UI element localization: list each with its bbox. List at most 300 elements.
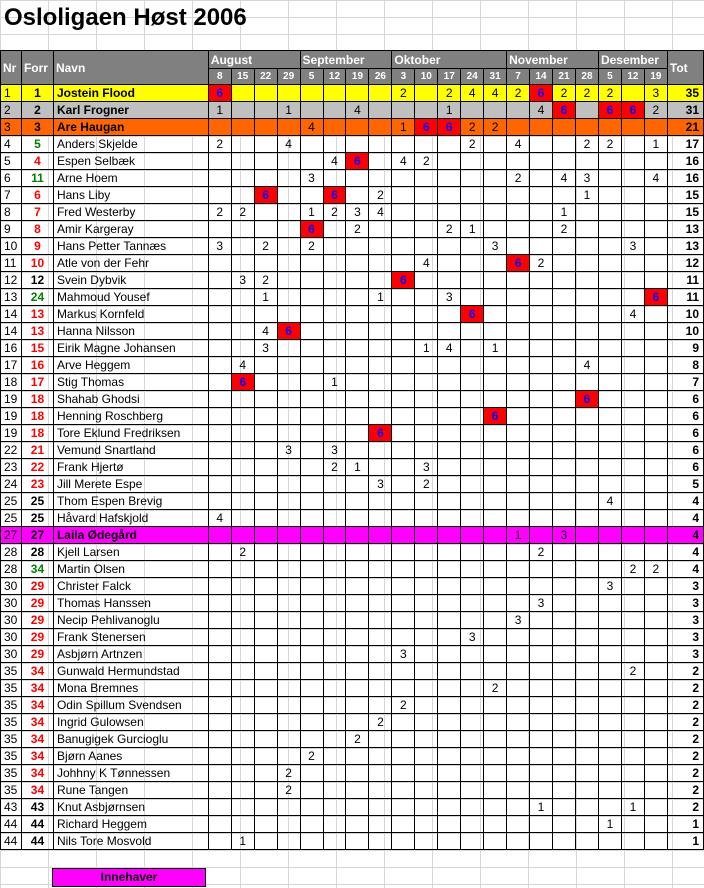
points-cell (507, 595, 530, 612)
points-cell: 6 (621, 102, 644, 119)
points-cell (277, 391, 300, 408)
previous-rank-cell: 29 (21, 612, 53, 629)
points-cell (346, 595, 369, 612)
points-cell (461, 340, 484, 357)
points-cell (415, 833, 438, 850)
points-cell (277, 697, 300, 714)
points-cell (575, 272, 598, 289)
points-cell (644, 765, 667, 782)
points-cell (300, 136, 323, 153)
points-cell (507, 102, 530, 119)
table-row (1, 629, 704, 646)
points-cell (553, 544, 576, 561)
previous-rank-cell: 34 (21, 680, 53, 697)
points-cell (621, 272, 644, 289)
points-cell: 6 (392, 272, 415, 289)
points-cell (507, 391, 530, 408)
player-name-cell: Kjell Larsen (53, 544, 208, 561)
points-cell (346, 374, 369, 391)
points-cell: 2 (208, 136, 231, 153)
points-cell (530, 663, 553, 680)
points-cell (415, 391, 438, 408)
points-cell (530, 510, 553, 527)
points-cell (507, 646, 530, 663)
points-cell (369, 731, 392, 748)
points-cell (277, 238, 300, 255)
points-cell (300, 374, 323, 391)
points-cell (553, 816, 576, 833)
table-row (1, 204, 704, 221)
previous-rank-cell: 4 (21, 153, 53, 170)
points-cell (575, 680, 598, 697)
previous-rank-cell: 5 (21, 136, 53, 153)
points-cell (644, 391, 667, 408)
points-cell: 4 (300, 119, 323, 136)
points-cell (553, 612, 576, 629)
points-cell (392, 527, 415, 544)
previous-rank-cell: 18 (21, 408, 53, 425)
points-cell (392, 374, 415, 391)
header-date: 26 (369, 69, 392, 85)
points-cell (300, 629, 323, 646)
points-cell (392, 442, 415, 459)
total-cell: 6 (667, 391, 703, 408)
points-cell (553, 323, 576, 340)
points-cell (644, 748, 667, 765)
points-cell (438, 391, 461, 408)
points-cell (323, 221, 346, 238)
points-cell (277, 714, 300, 731)
points-cell (644, 663, 667, 680)
points-cell (461, 238, 484, 255)
points-cell (208, 816, 231, 833)
total-cell: 31 (667, 102, 703, 119)
points-cell (208, 476, 231, 493)
points-cell (553, 748, 576, 765)
points-cell: 2 (598, 85, 621, 102)
points-cell (323, 527, 346, 544)
points-cell (415, 765, 438, 782)
points-cell (369, 340, 392, 357)
points-cell (484, 476, 507, 493)
player-name-cell: Svein Dybvik (53, 272, 208, 289)
points-cell (530, 289, 553, 306)
points-cell (644, 816, 667, 833)
points-cell: 2 (392, 85, 415, 102)
points-cell (598, 272, 621, 289)
points-cell (644, 357, 667, 374)
points-cell (392, 612, 415, 629)
points-cell (208, 357, 231, 374)
points-cell (369, 612, 392, 629)
points-cell (461, 442, 484, 459)
points-cell (231, 612, 254, 629)
points-cell (208, 578, 231, 595)
points-cell (507, 459, 530, 476)
points-cell (346, 578, 369, 595)
points-cell (254, 680, 277, 697)
points-cell: 4 (392, 153, 415, 170)
table-row (1, 289, 704, 306)
points-cell (553, 476, 576, 493)
points-cell (575, 102, 598, 119)
points-cell (323, 289, 346, 306)
points-cell (392, 357, 415, 374)
points-cell (575, 238, 598, 255)
points-cell (553, 289, 576, 306)
points-cell: 6 (461, 306, 484, 323)
points-cell (300, 544, 323, 561)
points-cell (254, 782, 277, 799)
points-cell (644, 510, 667, 527)
points-cell (461, 748, 484, 765)
points-cell: 3 (231, 272, 254, 289)
player-name-cell: Eirik Magne Johansen (53, 340, 208, 357)
points-cell (598, 323, 621, 340)
points-cell (277, 680, 300, 697)
table-row (1, 459, 704, 476)
points-cell (461, 765, 484, 782)
points-cell: 3 (507, 612, 530, 629)
points-cell (277, 748, 300, 765)
standings-table (0, 50, 704, 850)
points-cell (277, 272, 300, 289)
points-cell (621, 374, 644, 391)
player-name-cell: Thom Espen Brevig (53, 493, 208, 510)
points-cell (621, 731, 644, 748)
points-cell (392, 544, 415, 561)
total-cell: 4 (667, 544, 703, 561)
points-cell: 4 (277, 136, 300, 153)
points-cell (461, 323, 484, 340)
rank-cell: 28 (1, 561, 22, 578)
points-cell: 3 (346, 204, 369, 221)
points-cell: 6 (507, 255, 530, 272)
points-cell (277, 306, 300, 323)
points-cell (415, 680, 438, 697)
points-cell (346, 748, 369, 765)
total-cell: 21 (667, 119, 703, 136)
points-cell (621, 119, 644, 136)
points-cell (575, 408, 598, 425)
previous-rank-cell: 10 (21, 255, 53, 272)
previous-rank-cell: 9 (21, 238, 53, 255)
table-row (1, 612, 704, 629)
rank-cell: 7 (1, 187, 22, 204)
points-cell (231, 153, 254, 170)
points-cell (575, 595, 598, 612)
points-cell (415, 510, 438, 527)
header-date: 31 (484, 69, 507, 85)
points-cell (438, 476, 461, 493)
points-cell (208, 374, 231, 391)
points-cell (553, 374, 576, 391)
points-cell (438, 544, 461, 561)
previous-rank-cell: 34 (21, 663, 53, 680)
header-forr: Forr (21, 51, 53, 85)
points-cell (507, 663, 530, 680)
rank-cell: 27 (1, 527, 22, 544)
rank-cell: 9 (1, 221, 22, 238)
player-name-cell: Necip Pehlivanoglu (53, 612, 208, 629)
total-cell: 3 (667, 578, 703, 595)
rank-cell: 19 (1, 391, 22, 408)
points-cell (575, 425, 598, 442)
points-cell (553, 306, 576, 323)
points-cell (254, 476, 277, 493)
points-cell: 1 (277, 102, 300, 119)
player-name-cell: Christer Falck (53, 578, 208, 595)
rank-cell: 12 (1, 272, 22, 289)
points-cell (231, 748, 254, 765)
points-cell (438, 442, 461, 459)
table-row (1, 816, 704, 833)
points-cell (644, 595, 667, 612)
header-date: 21 (553, 69, 576, 85)
points-cell (415, 323, 438, 340)
points-cell (530, 493, 553, 510)
points-cell (507, 153, 530, 170)
points-cell (461, 425, 484, 442)
points-cell (438, 714, 461, 731)
points-cell (254, 765, 277, 782)
player-name-cell: Mona Bremnes (53, 680, 208, 697)
points-cell (415, 544, 438, 561)
points-cell (300, 510, 323, 527)
points-cell (346, 476, 369, 493)
player-name-cell: Hans Liby (53, 187, 208, 204)
points-cell (644, 272, 667, 289)
points-cell (644, 544, 667, 561)
points-cell (231, 646, 254, 663)
total-cell: 15 (667, 204, 703, 221)
points-cell (300, 408, 323, 425)
points-cell (438, 408, 461, 425)
points-cell (392, 816, 415, 833)
table-row (1, 476, 704, 493)
points-cell (507, 782, 530, 799)
points-cell: 3 (621, 238, 644, 255)
points-cell (553, 136, 576, 153)
points-cell: 4 (484, 85, 507, 102)
points-cell (484, 187, 507, 204)
points-cell (300, 459, 323, 476)
points-cell (575, 612, 598, 629)
table-row (1, 646, 704, 663)
points-cell (208, 459, 231, 476)
points-cell: 2 (323, 459, 346, 476)
points-cell: 6 (484, 408, 507, 425)
points-cell (507, 765, 530, 782)
points-cell (231, 459, 254, 476)
points-cell (415, 187, 438, 204)
points-cell (346, 765, 369, 782)
points-cell (346, 816, 369, 833)
total-cell: 13 (667, 221, 703, 238)
points-cell (507, 714, 530, 731)
points-cell (392, 833, 415, 850)
previous-rank-cell: 21 (21, 442, 53, 459)
points-cell (598, 527, 621, 544)
points-cell (300, 561, 323, 578)
points-cell (621, 204, 644, 221)
points-cell (208, 119, 231, 136)
points-cell (575, 561, 598, 578)
points-cell (553, 442, 576, 459)
header-month: November (507, 51, 599, 69)
table-row (1, 799, 704, 816)
header-date: 12 (323, 69, 346, 85)
points-cell: 6 (438, 119, 461, 136)
points-cell (323, 323, 346, 340)
total-cell: 2 (667, 680, 703, 697)
rank-cell: 5 (1, 153, 22, 170)
points-cell (300, 306, 323, 323)
points-cell (231, 799, 254, 816)
points-cell (392, 391, 415, 408)
previous-rank-cell: 3 (21, 119, 53, 136)
points-cell (208, 680, 231, 697)
points-cell (621, 680, 644, 697)
points-cell: 2 (415, 153, 438, 170)
previous-rank-cell: 17 (21, 374, 53, 391)
points-cell (392, 187, 415, 204)
points-cell: 2 (484, 680, 507, 697)
points-cell (277, 170, 300, 187)
points-cell (231, 289, 254, 306)
points-cell: 2 (346, 731, 369, 748)
table-row (1, 170, 704, 187)
points-cell (277, 663, 300, 680)
points-cell (438, 187, 461, 204)
points-cell (530, 340, 553, 357)
total-cell: 15 (667, 187, 703, 204)
points-cell (208, 187, 231, 204)
points-cell (461, 714, 484, 731)
points-cell (461, 493, 484, 510)
points-cell (392, 136, 415, 153)
points-cell (644, 204, 667, 221)
points-cell (415, 731, 438, 748)
points-cell (507, 357, 530, 374)
header-tot: Tot (667, 51, 703, 85)
points-cell (323, 646, 346, 663)
points-cell (484, 153, 507, 170)
points-cell (346, 561, 369, 578)
points-cell: 6 (208, 85, 231, 102)
points-cell (346, 306, 369, 323)
points-cell (208, 833, 231, 850)
points-cell (300, 391, 323, 408)
header-month: August (208, 51, 300, 69)
points-cell (277, 544, 300, 561)
points-cell: 1 (415, 340, 438, 357)
points-cell (415, 170, 438, 187)
points-cell: 6 (530, 85, 553, 102)
points-cell (231, 578, 254, 595)
points-cell (415, 102, 438, 119)
points-cell (369, 595, 392, 612)
points-cell (323, 578, 346, 595)
points-cell (300, 663, 323, 680)
points-cell (415, 204, 438, 221)
points-cell (323, 680, 346, 697)
points-cell (507, 425, 530, 442)
points-cell (553, 187, 576, 204)
points-cell (392, 510, 415, 527)
points-cell (369, 646, 392, 663)
points-cell (254, 408, 277, 425)
table-row (1, 663, 704, 680)
points-cell: 4 (346, 102, 369, 119)
total-cell: 10 (667, 306, 703, 323)
points-cell (277, 187, 300, 204)
points-cell (461, 731, 484, 748)
points-cell (644, 238, 667, 255)
points-cell (300, 493, 323, 510)
points-cell (346, 238, 369, 255)
points-cell (461, 510, 484, 527)
player-name-cell: Tore Eklund Fredriksen (53, 425, 208, 442)
points-cell: 2 (231, 204, 254, 221)
header-date: 5 (598, 69, 621, 85)
points-cell (530, 612, 553, 629)
points-cell (323, 170, 346, 187)
player-name-cell: Espen Selbæk (53, 153, 208, 170)
points-cell (553, 663, 576, 680)
points-cell (208, 544, 231, 561)
table-row (1, 595, 704, 612)
points-cell (277, 255, 300, 272)
points-cell (621, 323, 644, 340)
points-cell (231, 629, 254, 646)
points-cell (231, 391, 254, 408)
previous-rank-cell: 25 (21, 493, 53, 510)
previous-rank-cell: 44 (21, 833, 53, 850)
previous-rank-cell: 15 (21, 340, 53, 357)
points-cell (484, 578, 507, 595)
points-cell (644, 578, 667, 595)
points-cell (369, 561, 392, 578)
table-row (1, 187, 704, 204)
points-cell (300, 816, 323, 833)
total-cell: 1 (667, 816, 703, 833)
player-name-cell: Stig Thomas (53, 374, 208, 391)
header-navn: Navn (53, 51, 208, 85)
points-cell (277, 595, 300, 612)
points-cell: 2 (553, 221, 576, 238)
points-cell (415, 408, 438, 425)
points-cell (484, 204, 507, 221)
points-cell (392, 765, 415, 782)
rank-cell: 13 (1, 289, 22, 306)
points-cell (369, 221, 392, 238)
points-cell (575, 782, 598, 799)
previous-rank-cell: 24 (21, 289, 53, 306)
points-cell (644, 119, 667, 136)
points-cell (346, 510, 369, 527)
points-cell: 2 (621, 663, 644, 680)
points-cell (621, 476, 644, 493)
points-cell (438, 527, 461, 544)
player-name-cell: Anders Skjelde (53, 136, 208, 153)
header-date: 24 (461, 69, 484, 85)
table-row (1, 833, 704, 850)
points-cell (323, 425, 346, 442)
points-cell (575, 833, 598, 850)
points-cell (277, 833, 300, 850)
points-cell (208, 527, 231, 544)
